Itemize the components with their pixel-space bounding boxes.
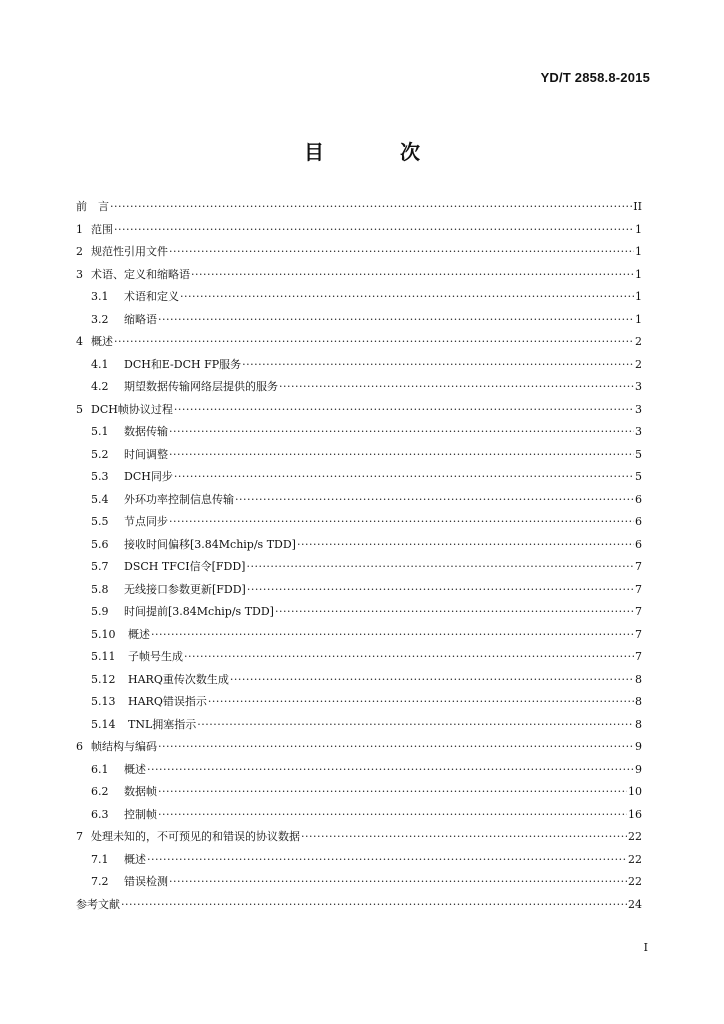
toc-entry-label: TNL拥塞指示: [128, 717, 197, 731]
toc-entry-number: 5.12: [91, 672, 116, 686]
toc-entry-number: 1: [76, 222, 83, 236]
toc-entry-number: 4.2: [91, 380, 109, 393]
toc-leader-dots: [174, 470, 634, 483]
toc-entry-label: 时间调整: [124, 447, 168, 461]
toc-entry[interactable]: [76, 311, 642, 334]
toc-entry-number: 5.14: [91, 717, 116, 731]
toc-entry-label: 节点同步: [124, 515, 168, 528]
toc-entry-page: 1: [635, 312, 642, 326]
toc-entry[interactable]: [76, 896, 642, 919]
toc-entry[interactable]: [76, 536, 642, 559]
toc-entry[interactable]: [76, 378, 642, 401]
toc-entry-number: 4.1: [91, 357, 109, 371]
toc-leader-dots: [246, 560, 634, 573]
toc-entry-label: 概述: [128, 627, 150, 641]
toc-entry-page: 10: [628, 785, 642, 798]
toc-entry[interactable]: [76, 356, 642, 379]
toc-entry-number: 5.10: [91, 627, 116, 641]
toc-entry-label: HARQ错误指示: [128, 695, 207, 708]
toc-entry-number: 6: [76, 740, 83, 753]
toc-leader-dots: [110, 200, 632, 213]
toc-entry-number: 7.1: [91, 852, 109, 866]
toc-entry[interactable]: [76, 828, 642, 851]
toc-leader-dots: [158, 313, 634, 326]
toc-entry-number: 6.3: [91, 807, 109, 821]
toc-entry[interactable]: [76, 198, 642, 221]
toc-entry[interactable]: [76, 603, 642, 626]
toc-entry-page: 22: [628, 875, 642, 888]
toc-entry-page: 3: [635, 402, 642, 416]
toc-entry[interactable]: [76, 851, 642, 874]
toc-entry-label: DCH同步: [124, 470, 173, 483]
toc-title: 目 次: [304, 140, 448, 164]
toc-entry-number: 5.2: [91, 447, 109, 461]
toc-entry-number: 2: [76, 245, 83, 258]
toc-entry-page: 7: [635, 627, 642, 641]
toc-entry-label: 参考文献: [76, 897, 120, 911]
toc-entry-label: 子帧号生成: [128, 650, 183, 663]
toc-entry-number: 3.2: [91, 312, 109, 326]
toc-leader-dots: [247, 583, 634, 596]
toc-entry[interactable]: [76, 873, 642, 896]
toc-entry[interactable]: [76, 333, 642, 356]
table-of-contents: [76, 198, 642, 918]
toc-entry[interactable]: [76, 783, 642, 806]
toc-entry-page: 9: [635, 740, 642, 753]
toc-leader-dots: [147, 763, 634, 776]
toc-entry-label: 术语、定义和缩略语: [91, 267, 190, 281]
toc-leader-dots: [158, 808, 627, 821]
toc-entry[interactable]: [76, 266, 642, 289]
toc-entry[interactable]: [76, 806, 642, 829]
toc-entry-label: 前 言: [76, 200, 109, 213]
toc-entry-page: 1: [635, 290, 642, 303]
toc-entry-number: 5.7: [91, 560, 109, 573]
toc-leader-dots: [197, 718, 634, 731]
toc-entry-page: 7: [635, 560, 642, 573]
toc-leader-dots: [208, 695, 634, 708]
toc-leader-dots: [275, 605, 634, 618]
toc-entry-page: 1: [635, 222, 642, 236]
toc-entry-number: 5.13: [91, 695, 116, 708]
toc-entry-number: 3.1: [91, 290, 109, 303]
toc-entry-number: 6.2: [91, 785, 109, 798]
toc-entry-label: 接收时间偏移[3.84Mchip/s TDD]: [124, 537, 296, 551]
toc-entry-page: 7: [635, 650, 642, 663]
toc-entry[interactable]: [76, 693, 642, 716]
toc-entry-page: II: [633, 200, 642, 213]
toc-entry-page: 7: [635, 605, 642, 618]
toc-entry-page: 24: [628, 897, 642, 911]
toc-entry-label: 概述: [124, 762, 146, 776]
toc-entry-number: 5.8: [91, 582, 109, 596]
toc-entry-label: 无线接口参数更新[FDD]: [124, 582, 246, 596]
toc-entry-label: 概述: [124, 852, 146, 866]
toc-entry-page: 8: [635, 717, 642, 731]
page-number: I: [643, 941, 648, 954]
toc-entry[interactable]: [76, 446, 642, 469]
toc-entry[interactable]: [76, 671, 642, 694]
toc-entry-number: 5.9: [91, 605, 109, 618]
toc-entry-label: 范围: [91, 222, 113, 236]
toc-entry[interactable]: [76, 288, 642, 311]
toc-entry-number: 6.1: [91, 762, 109, 776]
toc-entry-number: 5.6: [91, 537, 109, 551]
toc-entry-page: 9: [635, 762, 642, 776]
toc-leader-dots: [169, 515, 634, 528]
toc-entry[interactable]: [76, 221, 642, 244]
toc-entry-number: 7.2: [91, 875, 109, 888]
toc-entry-page: 7: [635, 582, 642, 596]
toc-entry-number: 5.11: [91, 650, 116, 663]
toc-entry-page: 16: [628, 807, 642, 821]
toc-leader-dots: [158, 785, 627, 798]
toc-entry[interactable]: [76, 468, 642, 491]
toc-entry[interactable]: [76, 491, 642, 514]
toc-entry-label: 帧结构与编码: [91, 740, 157, 753]
toc-leader-dots: [235, 493, 634, 506]
toc-leader-dots: [151, 628, 634, 641]
toc-leader-dots: [114, 223, 634, 236]
toc-leader-dots: [114, 335, 634, 348]
toc-entry-number: 7: [76, 830, 83, 843]
toc-entry[interactable]: [76, 243, 642, 266]
toc-entry-page: 5: [635, 470, 642, 483]
toc-entry[interactable]: [76, 401, 642, 424]
toc-leader-dots: [297, 538, 634, 551]
toc-entry-label: 数据帧: [124, 785, 157, 798]
toc-entry-number: 5.4: [91, 492, 109, 506]
toc-entry-number: 5: [76, 402, 83, 416]
toc-entry-label: 术语和定义: [124, 290, 179, 303]
toc-entry-page: 2: [635, 335, 642, 348]
toc-entry-label: 控制帧: [124, 807, 157, 821]
toc-entry[interactable]: [76, 558, 642, 581]
toc-leader-dots: [230, 673, 634, 686]
toc-entry-page: 6: [635, 515, 642, 528]
toc-leader-dots: [169, 245, 634, 258]
toc-entry-number: 5.3: [91, 470, 109, 483]
toc-leader-dots: [169, 425, 634, 438]
toc-leader-dots: [184, 650, 634, 663]
toc-entry-label: 规范性引用文件: [91, 245, 168, 258]
toc-leader-dots: [242, 358, 634, 371]
toc-entry[interactable]: [76, 648, 642, 671]
toc-leader-dots: [158, 740, 634, 753]
toc-entry[interactable]: [76, 761, 642, 784]
toc-entry-label: DCH帧协议过程: [91, 402, 173, 416]
toc-leader-dots: [180, 290, 634, 303]
toc-entry-page: 22: [628, 830, 642, 843]
toc-entry-label: 概述: [91, 335, 113, 348]
toc-entry-number: 3: [76, 267, 83, 281]
toc-entry[interactable]: [76, 513, 642, 536]
toc-entry[interactable]: [76, 738, 642, 761]
toc-entry-label: DCH和E-DCH FP服务: [124, 357, 242, 371]
toc-entry-label: 期望数据传输网络层提供的服务: [124, 380, 278, 393]
toc-entry-page: 22: [628, 852, 642, 866]
toc-entry-page: 8: [635, 695, 642, 708]
toc-entry[interactable]: [76, 423, 642, 446]
toc-entry-label: DSCH TFCI信令[FDD]: [124, 560, 246, 573]
toc-entry[interactable]: [76, 626, 642, 649]
toc-entry-page: 8: [635, 672, 642, 686]
toc-leader-dots: [279, 380, 634, 393]
toc-entry-label: 数据传输: [124, 425, 168, 438]
toc-entry-page: 1: [635, 267, 642, 281]
toc-entry-label: 错误检测: [124, 875, 168, 888]
toc-entry-page: 3: [635, 425, 642, 438]
toc-leader-dots: [169, 448, 634, 461]
toc-leader-dots: [191, 268, 634, 281]
toc-entry-number: 5.5: [91, 515, 109, 528]
toc-entry-label: HARQ重传次数生成: [128, 672, 229, 686]
toc-leader-dots: [169, 875, 627, 888]
toc-leader-dots: [301, 830, 627, 843]
toc-entry-label: 外环功率控制信息传输: [124, 492, 234, 506]
toc-entry-page: 6: [635, 537, 642, 551]
toc-leader-dots: [121, 898, 627, 911]
toc-entry-page: 2: [635, 357, 642, 371]
toc-entry-page: 1: [635, 245, 642, 258]
toc-entry-page: 3: [635, 380, 642, 393]
toc-leader-dots: [174, 403, 634, 416]
toc-entry-page: 6: [635, 492, 642, 506]
toc-entry-label: 处理未知的，不可预见的和错误的协议数据: [91, 830, 300, 843]
toc-entry[interactable]: [76, 581, 642, 604]
toc-entry-number: 5.1: [91, 425, 109, 438]
toc-entry[interactable]: [76, 716, 642, 739]
toc-entry-page: 5: [635, 447, 642, 461]
toc-entry-label: 时间提前[3.84Mchip/s TDD]: [124, 605, 274, 618]
document-id: YD/T 2858.8-2015: [540, 70, 650, 85]
toc-leader-dots: [147, 853, 627, 866]
toc-entry-number: 4: [76, 335, 83, 348]
toc-entry-label: 缩略语: [124, 312, 157, 326]
